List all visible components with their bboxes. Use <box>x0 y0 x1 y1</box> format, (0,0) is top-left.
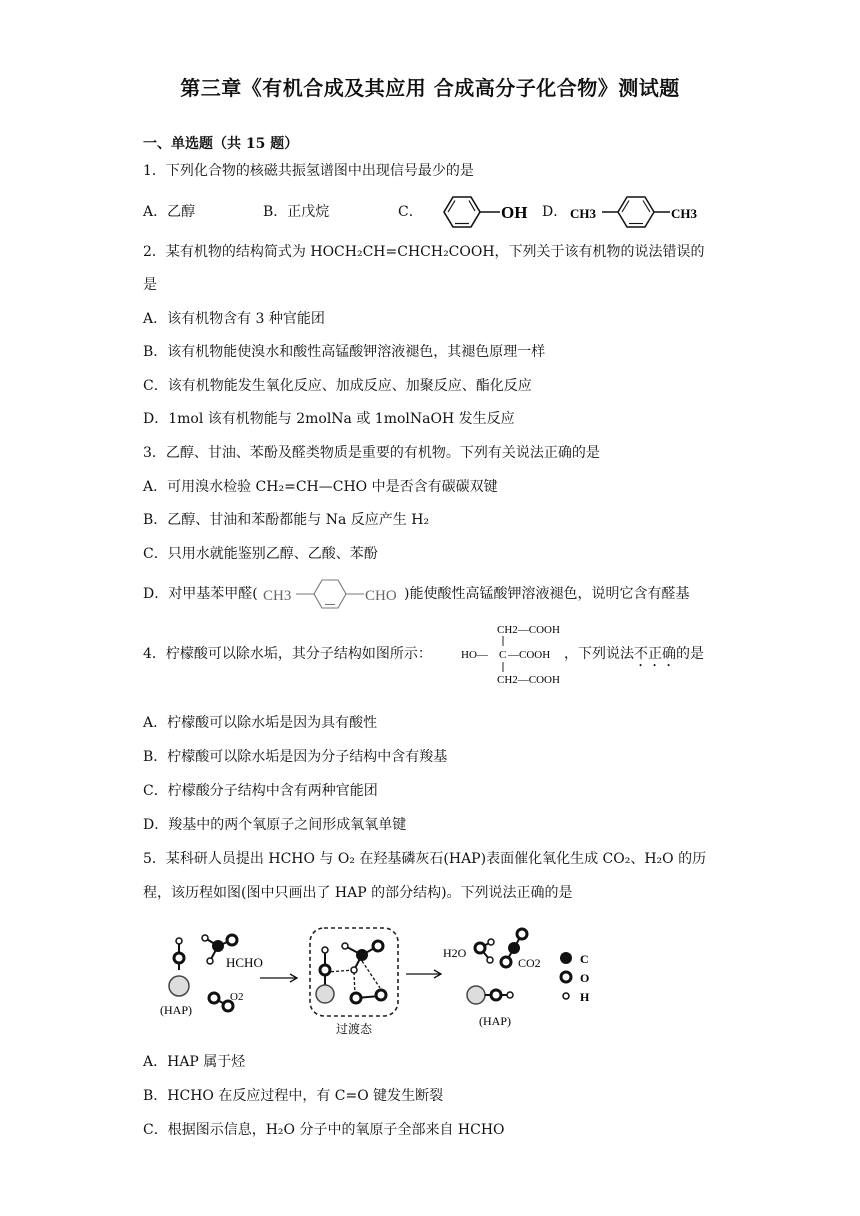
q1-option-d: D． <box>542 204 568 220</box>
hap-label-left: (HAP) <box>160 1003 192 1017</box>
legend-carbon: C <box>580 952 589 966</box>
q4-option-c: C．柠檬酸分子结构中含有两种官能团 <box>143 783 378 799</box>
q3-option-d-prefix: D．对甲基苯甲醛( <box>143 586 258 602</box>
p-xylene-structure <box>568 190 718 234</box>
q1-stem: 1．下列化合物的核磁共振氢谱图中出现信号最少的是 <box>143 163 474 179</box>
q4-stem-prefix: 4．柠檬酸可以除水垢，其分子结构如图所示： <box>143 646 432 662</box>
q3-option-c: C．只用水就能鉴别乙醇、乙酸、苯酚 <box>143 546 378 562</box>
q3-stem: 3．乙醇、甘油、苯酚及醛类物质是重要的有机物。下列有关说法正确的是 <box>143 445 600 461</box>
q2-stem-line2: 是 <box>143 277 157 293</box>
q5-stem-line2: 程，该历程如图(图中只画出了 HAP 的部分结构)。下列说法正确的是 <box>143 885 573 901</box>
q1-option-b: B．正戊烷 <box>263 204 330 220</box>
aldehyde-cho-label: CHO <box>365 588 397 604</box>
q3-option-b: B．乙醇、甘油和苯酚都能与 Na 反应产生 H₂ <box>143 512 430 528</box>
xylene-right-ch3: CH3 <box>671 206 697 221</box>
q4-stem-suffix: ，下列说法不正确的是 <box>564 646 704 662</box>
q3-option-d-suffix: )能使酸性高锰酸钾溶液褪色，说明它含有醛基 <box>404 586 690 602</box>
q5-stem-line1: 5．某科研人员提出 HCHO 与 O₂ 在羟基磷灰石(HAP)表面催化氧化生成 CO₂、H₂O 的历 <box>143 851 707 867</box>
q2-stem-line1: 2．某有机物的结构简式为 HOCH₂CH=CHCH₂COOH，下列关于该有机物的说法错误的 <box>143 244 705 260</box>
transition-state-box <box>310 928 398 1036</box>
q1-option-a: A．乙醇 <box>143 204 196 220</box>
q2-option-d: D．1mol 该有机物能与 2molNa 或 1molNaOH 发生反应 <box>143 411 515 427</box>
q2-option-b: B．该有机物能使溴水和酸性高锰酸钾溶液褪色，其褪色原理一样 <box>143 344 546 360</box>
q2-option-c: C．该有机物能发生氧化反应、加成反应、加聚反应、酯化反应 <box>143 378 532 394</box>
q4-option-d: D．羧基中的两个氧原子之间形成氧氧单键 <box>143 817 407 833</box>
hap-label-right: (HAP) <box>479 1014 511 1028</box>
q5-option-b: B．HCHO 在反应过程中，有 C=O 键发生断裂 <box>143 1088 444 1104</box>
citric-acid-structure <box>455 618 580 690</box>
q1-option-c: C． <box>398 204 423 220</box>
aldehyde-ch3-label: CH3 <box>263 588 292 604</box>
o2-label: O2 <box>230 991 244 1003</box>
section-heading: 一、单选题（共 15 题） <box>143 136 299 152</box>
q5-option-c: C．根据图示信息，H₂O 分子中的氧原子全部来自 HCHO <box>143 1122 505 1138</box>
citric-ho: HO— <box>461 649 488 661</box>
reactant-group <box>160 935 263 1017</box>
phenol-structure <box>424 190 536 234</box>
co2-label: CO2 <box>518 956 541 970</box>
legend-oxygen: O <box>580 971 590 985</box>
reaction-mechanism-figure <box>150 918 610 1040</box>
xylene-left-ch3: CH3 <box>570 206 596 221</box>
transition-state-label: 过渡态 <box>336 1022 373 1036</box>
citric-mid-cooh: —COOH <box>508 649 551 661</box>
citric-central-c: C <box>499 649 507 661</box>
q5-option-a: A．HAP 属于烃 <box>143 1054 246 1070</box>
h2o-label: H2O <box>443 946 467 960</box>
product-group <box>443 929 541 1028</box>
q4-option-b: B．柠檬酸可以除水垢是因为分子结构中含有羧基 <box>143 749 448 765</box>
q3-option-a: A．可用溴水检验 CH₂=CH—CHO 中是否含有碳碳双键 <box>143 479 498 495</box>
legend-hydrogen: H <box>580 990 590 1004</box>
citric-top-group: CH2—COOH <box>497 624 560 636</box>
page-title: 第三章《有机合成及其应用 合成高分子化合物》测试题 <box>180 76 680 100</box>
hcho-label: HCHO <box>226 955 263 970</box>
phenol-oh-label: OH <box>501 203 528 222</box>
citric-bottom-group: CH2—COOH <box>497 674 560 686</box>
q2-option-a: A．该有机物含有 3 种官能团 <box>143 311 325 327</box>
q4-option-a: A．柠檬酸可以除水垢是因为具有酸性 <box>143 715 378 731</box>
atom-legend <box>560 952 590 1004</box>
p-methylbenzaldehyde-structure <box>262 575 410 613</box>
